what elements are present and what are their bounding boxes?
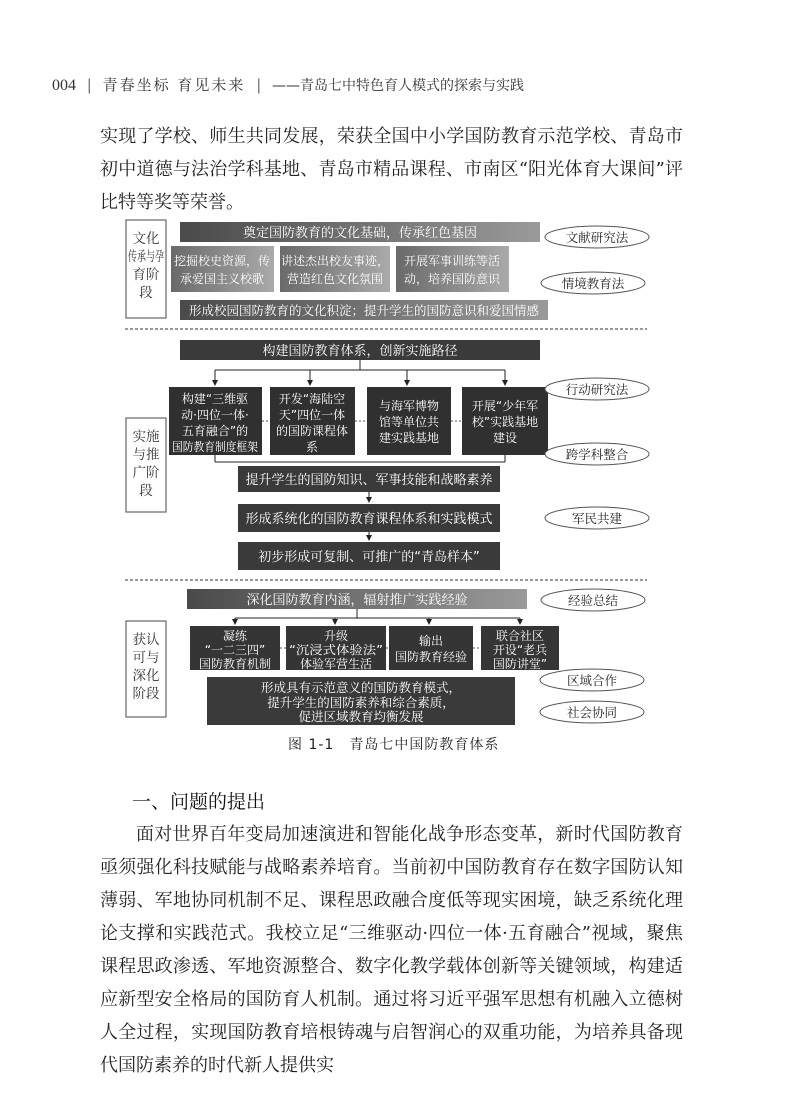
stage3-label-line: 深化 (132, 668, 160, 684)
stage2-result-text: 提升学生的国防知识、军事技能和战略素养 (245, 473, 493, 488)
stage2-box-text: 馆等单位共 (378, 415, 440, 429)
stage1-label (126, 220, 166, 318)
stage2-box-text: 建设 (492, 431, 518, 445)
stage2-result-text: 形成系统化的国防教育课程体系和实践模式 (245, 512, 493, 527)
stage2-box-text: 五育融合”的 (181, 424, 249, 438)
stage2-box-text: 开展“少年军 (471, 399, 539, 413)
stage3-box-text: 国防讲堂” (492, 657, 548, 671)
stage2-label-line: 与推 (132, 447, 160, 463)
book-subtitle: ——青岛七中特色育人模式的探索与实践 (272, 78, 525, 94)
method-label: 经验总结 (567, 593, 619, 608)
stage1-box-text: 挖掘校史资源，传 (173, 254, 271, 268)
stage3-top-text: 深化国防教育内涵，辐射推广实践经验 (246, 593, 468, 608)
stage2-box-text: 系 (305, 440, 319, 454)
stage3-bottom-text: 促进区域教育均衡发展 (298, 709, 424, 724)
stage3-bottom-text: 提升学生的国防素养和综合素质， (267, 695, 455, 710)
stage3-box-text: 凝练 (222, 629, 248, 643)
stage1-top-text: 奠定国防教育的文化基础，传承红色基因 (242, 226, 478, 241)
stage1-box-text: 营造红色文化氛围 (286, 272, 384, 286)
stage1-label-line: 育阶 (132, 267, 160, 283)
stage2-label-line: 广阶 (132, 465, 160, 481)
stage3-bottom-text: 形成具有示范意义的国防教育模式， (260, 680, 462, 695)
stage2-label-line: 段 (139, 483, 153, 499)
stage2-box-text: 与海军博物 (378, 399, 440, 413)
stage3-box-text: 国防教育经验 (394, 650, 468, 664)
stage3-label-line: 获认 (132, 632, 160, 648)
stage2-box-text: 构建“三维驱 (181, 392, 249, 406)
stage3-label-line: 阶段 (132, 686, 160, 702)
figure-caption: 图 1-1 青岛七中国防教育体系 (288, 737, 500, 753)
stage2-label (126, 418, 166, 512)
method-label: 社会协同 (566, 705, 618, 720)
stage1-box-text: 讲述杰出校友事迹， (280, 254, 390, 268)
stage3-box-text: “沉浸式体验法” (289, 643, 374, 657)
book-title: 青春坐标 育见未来 (102, 76, 246, 94)
stage2-box-text: 天”四位一体 (278, 408, 346, 422)
method-label: 区域合作 (566, 673, 618, 688)
section-heading: 一、问题的提出 (132, 791, 266, 813)
stage2-box-text: 国防教育制度框架 (172, 440, 269, 454)
stage2-top-text: 构建国防教育体系，创新实施路径 (262, 344, 458, 359)
stage3-box-text: 升级 (323, 629, 349, 643)
stage2-result-text: 初步形成可复制、可推广的“青岛样本” (258, 550, 480, 565)
stage2-box-text: 动·四位一体· (181, 408, 249, 422)
stage3-box-text: 输出 (418, 634, 444, 648)
stage1-box-text: 开展军事训练等活 (403, 254, 501, 268)
page-number: 004 (52, 77, 76, 94)
stage3-box-text: “一二三四” (204, 643, 266, 657)
stage3-label (126, 621, 166, 717)
stage2-box-text: 的国防课程体 (275, 424, 349, 438)
stage2-box-text: 校”实践基地 (471, 415, 539, 429)
header-divider: | (86, 76, 92, 94)
stage1-bottom-text: 形成校园国防教育的文化积淀；提升学生的国防意识和爱国情感 (188, 303, 540, 318)
stage1-box-text: 动，培养国防意识 (403, 272, 501, 286)
method-label: 情境教育法 (561, 276, 625, 291)
method-label: 跨学科整合 (565, 447, 629, 462)
stage2-label-line: 实施 (132, 429, 160, 445)
stage1-box-text: 承爱国主义校歌 (179, 272, 265, 286)
stage2-box-text: 开发“海陆空 (278, 392, 346, 406)
method-label: 文献研究法 (565, 230, 629, 245)
body-paragraph: 面对世界百年变局加速演进和智能化战争形态变革，新时代国防教育亟须强化科技赋能与战略素养培育。当前初中国防教育存在数字国防认知薄弱、军地协同机制不足、课程思政融合度低等现实困境，缺乏系统化理论支撑和实践范式。我校立足“三维驱动·四位一体·五育融合”视域，聚焦课程思政渗透、军地资源整合、数字化教学载体创新等关键领域，构建适应新型安全格局的国防育人机制。通过将习近平强军思想有机融入立德树人全过程，实现国防教育培根铸魂与启智润心的双重功能，为培养具备现代国防素养的时代新人提供实 (100, 824, 683, 1076)
header-divider: | (256, 76, 262, 94)
stage2-box-text: 建实践基地 (378, 431, 440, 445)
stage3-box-text: 联合社区 (495, 629, 545, 643)
stage1-label-line: 文化 (132, 231, 160, 247)
stage3-box-text: 体验军营生活 (299, 657, 373, 671)
stage3-box-text: 开设“老兵 (492, 643, 548, 657)
stage1-label-line: 传承与孕 (128, 249, 164, 265)
stage1-label-line: 段 (139, 285, 153, 301)
stage3-label-line: 可与 (132, 650, 160, 666)
intro-paragraph: 实现了学校、师生共同发展，荣获全国中小学国防教育示范学校、青岛市初中道德与法治学科基地、青岛市精品课程、市南区“阳光体育大课间”评比特等奖等荣誉。 (100, 126, 683, 213)
stage3-box-text: 国防教育机制 (198, 657, 272, 671)
method-label: 军民共建 (571, 511, 623, 526)
method-label: 行动研究法 (565, 382, 629, 397)
